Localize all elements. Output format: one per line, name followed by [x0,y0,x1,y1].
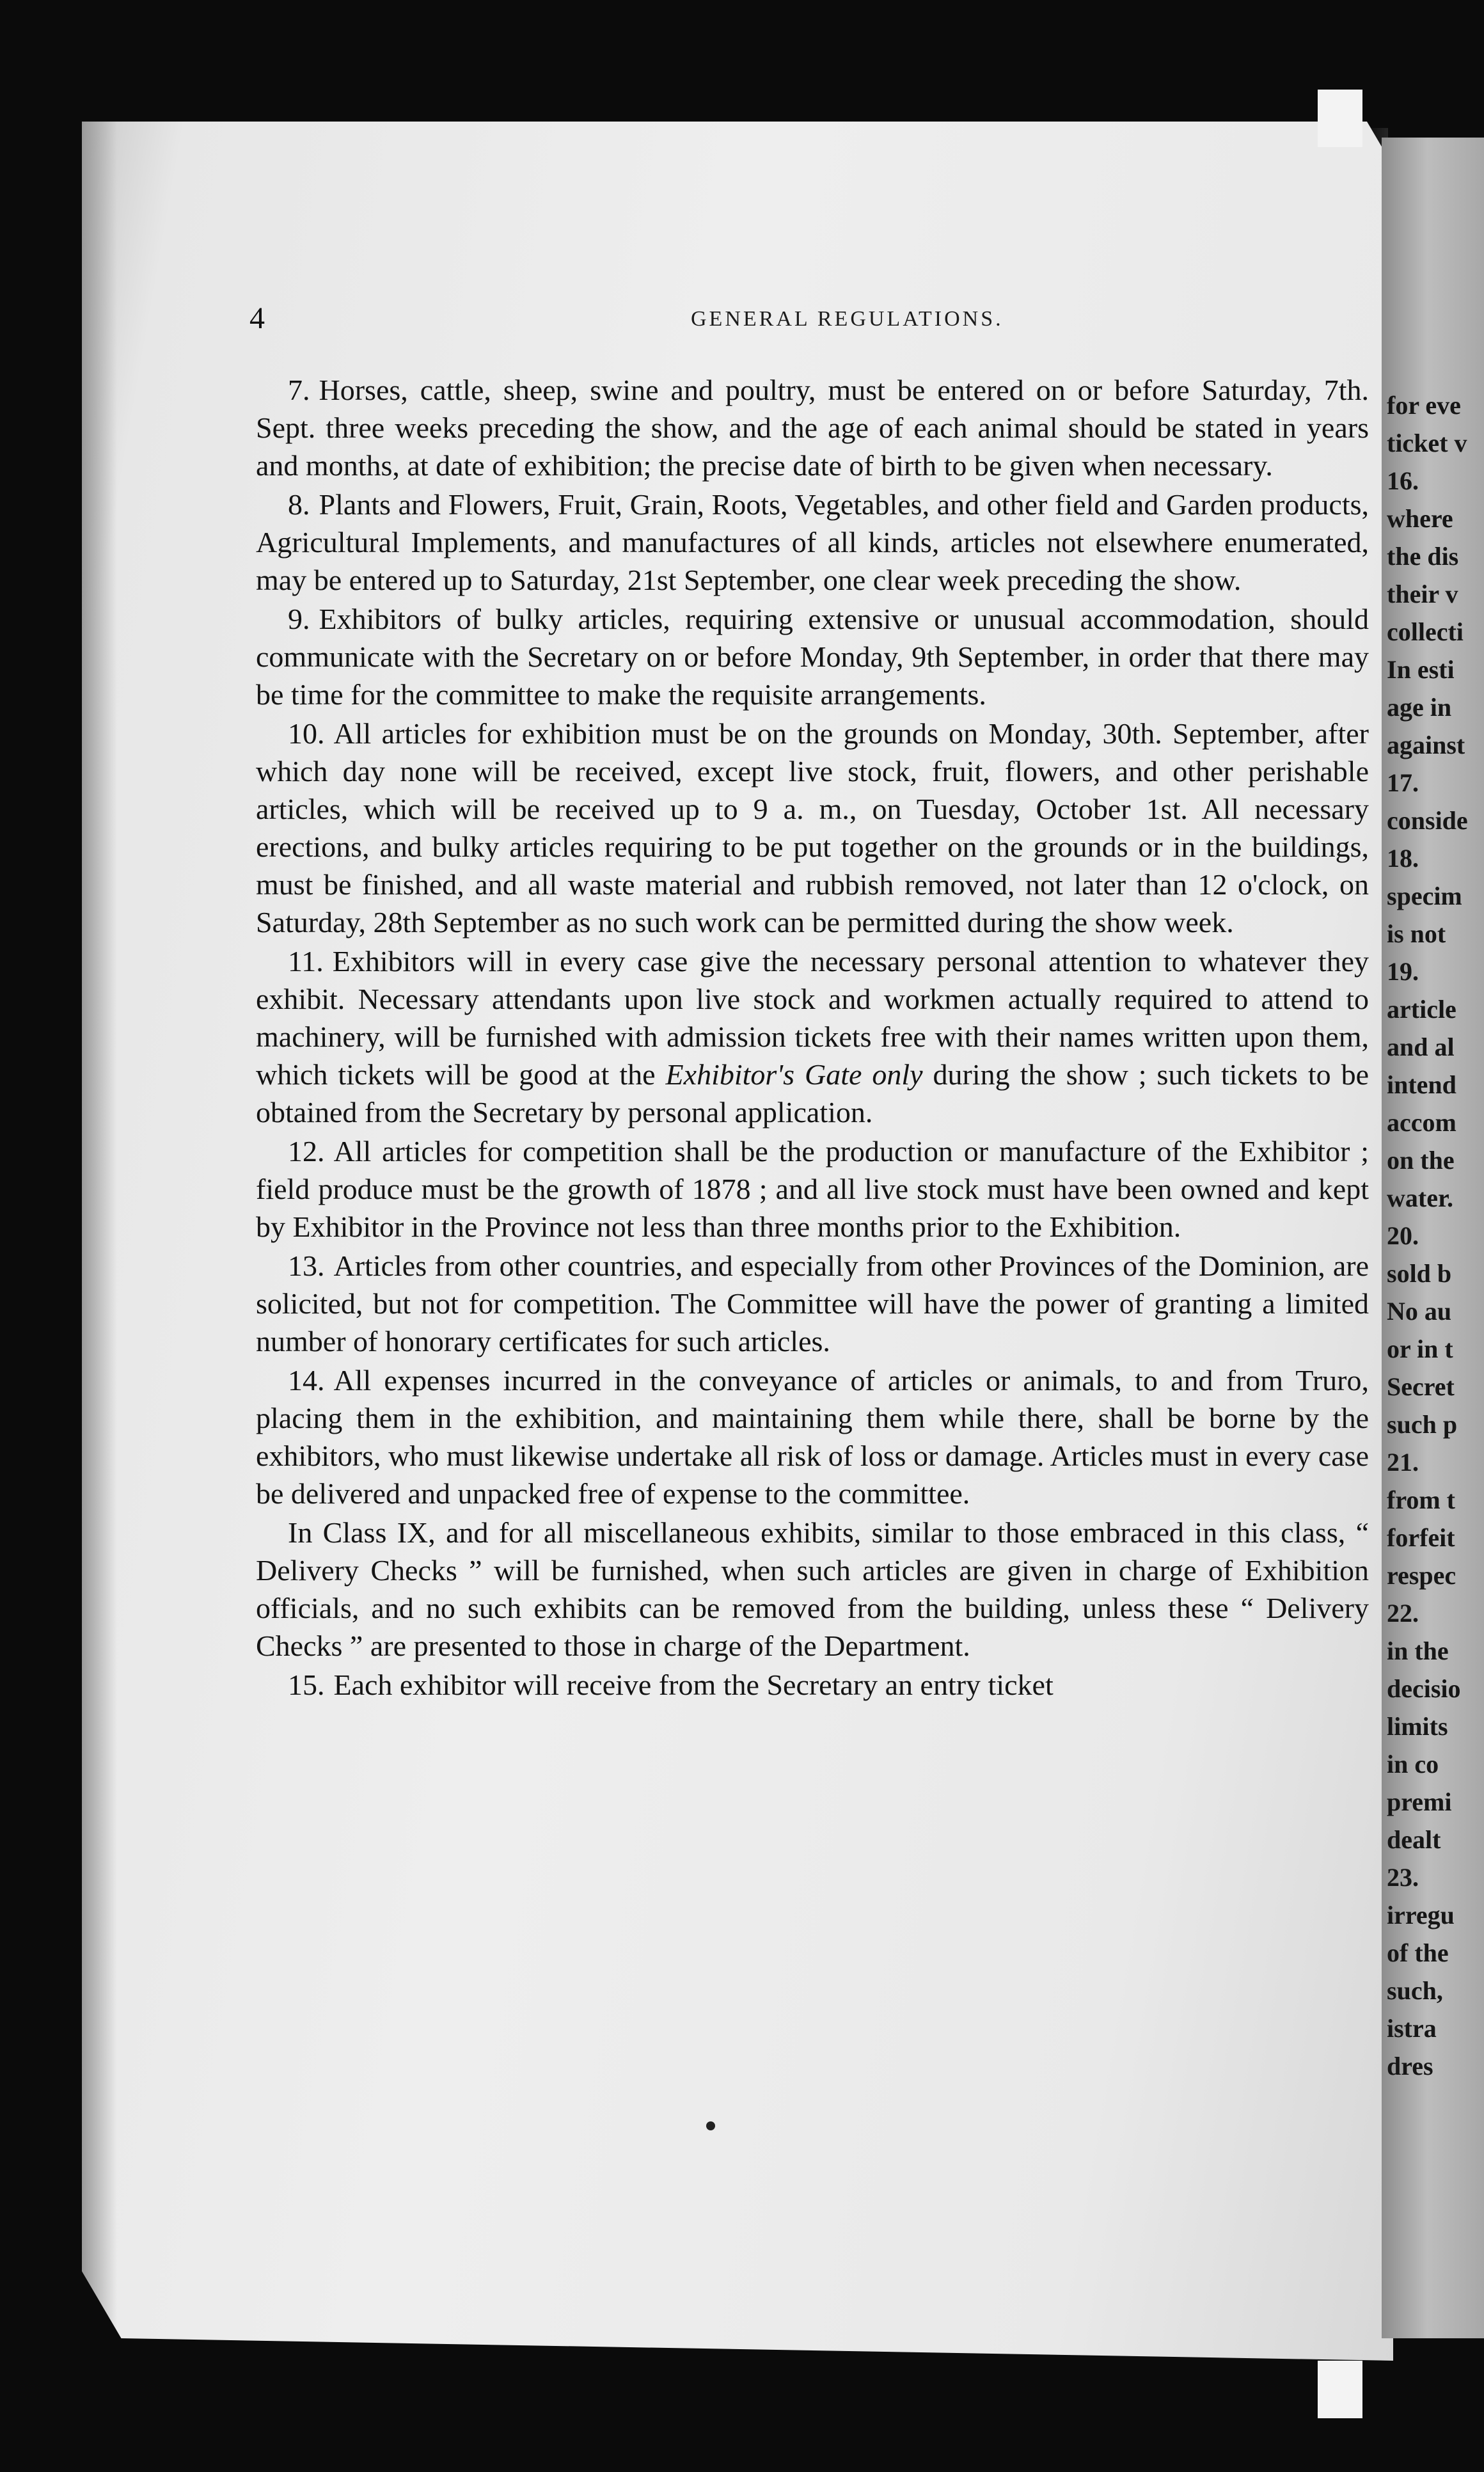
facing-page-fragment: In esti [1387,655,1455,684]
facing-page-fragment: where [1387,504,1453,533]
facing-page-fragment: istra [1387,2014,1437,2043]
regulation-11: 11. Exhibitors will in every case give the necessary personal attention to whatever they exhibit. Necessary attendants upon live stock and workmen actually required to attend to machinery, will be furnished with admission tickets free with their names written upon them, which tickets will be good at the Exhibitor's Gate only during the show ; such tickets to be obtained from the Secretary by personal application. [256,945,1369,1129]
facing-page-fragment: forfeit [1387,1523,1455,1552]
facing-page-fragment: accom [1387,1108,1456,1137]
facing-page-fragment: in the [1387,1636,1449,1665]
facing-page-fragment: article [1387,995,1456,1024]
regulation-10: 10. All articles for exhibition must be on the grounds on Monday, 30th. September, after which day none will be received, except live stock, fruit, flowers, and other perishable articles, which will be received up to 9 a. m., on Tuesday, October 1st. All necessary erections, and bulky articles requiring to be put together on the grounds or in the buildings, must be finished, and all waste material and rubbish removed, not later than 12 o'clock, on Saturday, 28th September as no such work can be permitted during the show week. [256,717,1369,939]
facing-page-fragment: premi [1387,1787,1452,1816]
facing-page-fragment: 23. [1387,1863,1419,1892]
facing-page-fragment: ticket v [1387,429,1467,457]
facing-page-fragment: on the [1387,1146,1455,1175]
regulations-text [256,371,1369,1705]
ink-dot [706,2121,715,2130]
paper-tab-bottom [1318,2361,1362,2418]
facing-page-fragment: 20. [1387,1221,1419,1250]
facing-page-fragment: from t [1387,1486,1455,1514]
facing-page-fragment: age in [1387,693,1452,722]
page-number: 4 [249,301,265,335]
facing-page-fragment: 17. [1387,768,1419,797]
facing-page-fragment: against [1387,731,1465,759]
paper-tab-top [1318,90,1362,147]
facing-page-fragment: or in t [1387,1335,1453,1363]
facing-page-fragment: intend [1387,1070,1456,1099]
regulation-9: 9. Exhibitors of bulky articles, requiring extensive or unusual accommodation, should communicate with the Secretary on or before Monday, 9th September, in order that there may be time for the committee to make the requisite arrangements. [256,603,1369,711]
facing-page-fragment: in co [1387,1750,1439,1779]
facing-page-edge [1382,138,1484,2338]
facing-page-fragment: Secret [1387,1372,1455,1401]
regulation-12: 12. All articles for competition shall be the production or manufacture of the Exhibitor ; field produce must be the growth of 1878 ; and all live stock must have been owned and kept by Exhibitor in the Province not less than three months prior to the Exhibition. [256,1135,1369,1243]
facing-page-fragment: is not [1387,919,1446,948]
facing-page-fragment: dealt [1387,1825,1441,1854]
facing-page-fragment: 18. [1387,844,1419,873]
facing-page-fragment: water. [1387,1184,1454,1212]
facing-page-fragment: irregu [1387,1901,1455,1929]
facing-page-fragment: the dis [1387,542,1459,571]
facing-page-fragment: 16. [1387,466,1419,495]
facing-page-fragment: 22. [1387,1599,1419,1628]
regulation-15: 15. Each exhibitor will receive from the Secretary an entry ticket [288,1668,1054,1701]
regulation-13: 13. Articles from other countries, and especially from other Provinces of the Dominion, are solicited, but not for competition. The Committee will have the power of granting a limited number of honorary certificates for such articles. [256,1249,1369,1358]
regulation-8: 8. Plants and Flowers, Fruit, Grain, Roots, Vegetables, and other field and Garden products, Agricultural Implements, and manufactures of all kinds, articles not elsewhere enumerated, may be entered up to Saturday, 21st September, one clear week preceding the show. [256,488,1369,596]
facing-page-fragment: 19. [1387,957,1419,986]
running-head: GENERAL REGULATIONS. [691,307,1004,331]
facing-page-fragment: and al [1387,1033,1455,1061]
class-ix-note: In Class IX, and for all miscellaneous exhibits, similar to those embraced in this class, “ Delivery Checks ” will be furnished, when such articles are given in charge of Exhibition officials, and no such exhibits can be removed from the building, unless these “ Delivery Checks ” are presented to those in charge of the Department. [256,1516,1369,1662]
facing-page-fragment: 21. [1387,1448,1419,1477]
regulation-14: 14. All expenses incurred in the conveyance of articles or animals, to and from Truro, placing them in the exhibition, and maintaining them while there, shall be borne by the exhibitors, who must likewise undertake all risk of loss or damage. Articles must in every case be delivered and unpacked free of expense to the committee. [256,1364,1369,1510]
facing-page-fragment: of the [1387,1938,1449,1967]
facing-page-fragment: dres [1387,2052,1433,2080]
facing-page-fragment: such, [1387,1976,1443,2005]
regulation-7: 7. Horses, cattle, sheep, swine and poultry, must be entered on or before Saturday, 7th. Sept. three weeks preceding the show, and the age of each animal should be stated in years and months, at date of exhibition; the precise date of birth to be given when necessary. [256,374,1369,482]
facing-page-fragment: respec [1387,1561,1456,1590]
facing-page-fragment: their v [1387,580,1458,608]
facing-page-fragment: collecti [1387,617,1464,646]
facing-page-fragment: conside [1387,806,1468,835]
page-edge-shadow [82,122,117,2361]
facing-page-fragment: No au [1387,1297,1452,1326]
facing-page-fragment: specim [1387,882,1462,910]
facing-page-fragment: decisio [1387,1674,1461,1703]
facing-page-fragment: sold b [1387,1259,1452,1288]
facing-page-fragment: for eve [1387,391,1461,420]
facing-page-fragment: such p [1387,1410,1458,1439]
facing-page-fragment: limits [1387,1712,1448,1741]
